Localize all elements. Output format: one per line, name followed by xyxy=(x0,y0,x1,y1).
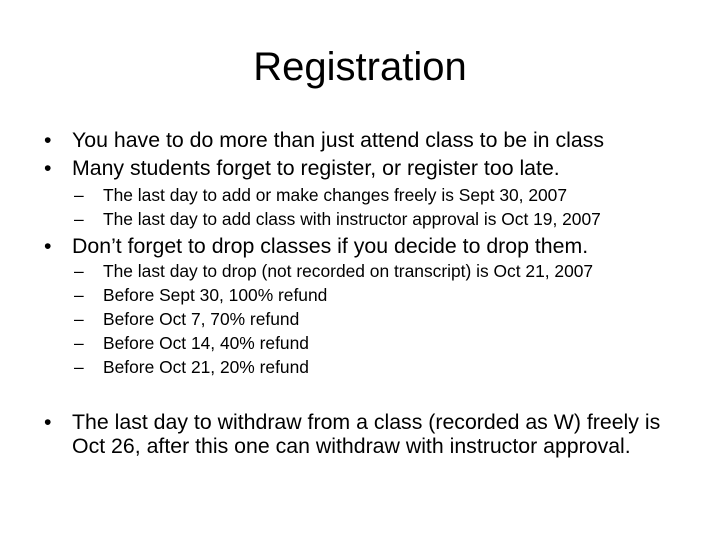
dash-marker: – xyxy=(74,333,84,353)
sub-bullet-text: Before Sept 30, 100% refund xyxy=(103,285,328,305)
bullet-text: Don’t forget to drop classes if you decide to drop them. xyxy=(72,234,589,258)
dash-marker: – xyxy=(74,185,84,205)
bullet-item xyxy=(44,410,684,458)
dash-marker: – xyxy=(74,209,84,229)
bullet-text: You have to do more than just attend class to be in class xyxy=(72,128,604,152)
sub-bullet-text: Before Oct 14, 40% refund xyxy=(103,333,309,353)
slide-title: Registration xyxy=(253,45,467,89)
sub-bullet-text: The last day to add class with instructor approval is Oct 19, 2007 xyxy=(103,209,601,229)
bullet-text: The last day to withdraw from a class (recorded as W) freely is Oct 26, after this one can withdraw with instructor approval. xyxy=(72,410,661,458)
dash-marker: – xyxy=(74,357,84,377)
sub-bullet-text: The last day to add or make changes freely is Sept 30, 2007 xyxy=(103,185,568,205)
bullet-marker: • xyxy=(44,410,52,434)
bullet-text: Many students forget to register, or register too late. xyxy=(72,156,560,180)
sub-bullet-text: Before Oct 7, 70% refund xyxy=(103,309,300,329)
dash-marker: – xyxy=(74,285,84,305)
sub-bullet-text: The last day to drop (not recorded on transcript) is Oct 21, 2007 xyxy=(103,261,594,281)
bullet-marker: • xyxy=(44,128,52,152)
sub-bullet-text: Before Oct 21, 20% refund xyxy=(103,357,309,377)
dash-marker: – xyxy=(74,261,84,281)
dash-marker: – xyxy=(74,309,84,329)
bullet-marker: • xyxy=(44,234,52,258)
bullet-marker: • xyxy=(44,156,52,180)
